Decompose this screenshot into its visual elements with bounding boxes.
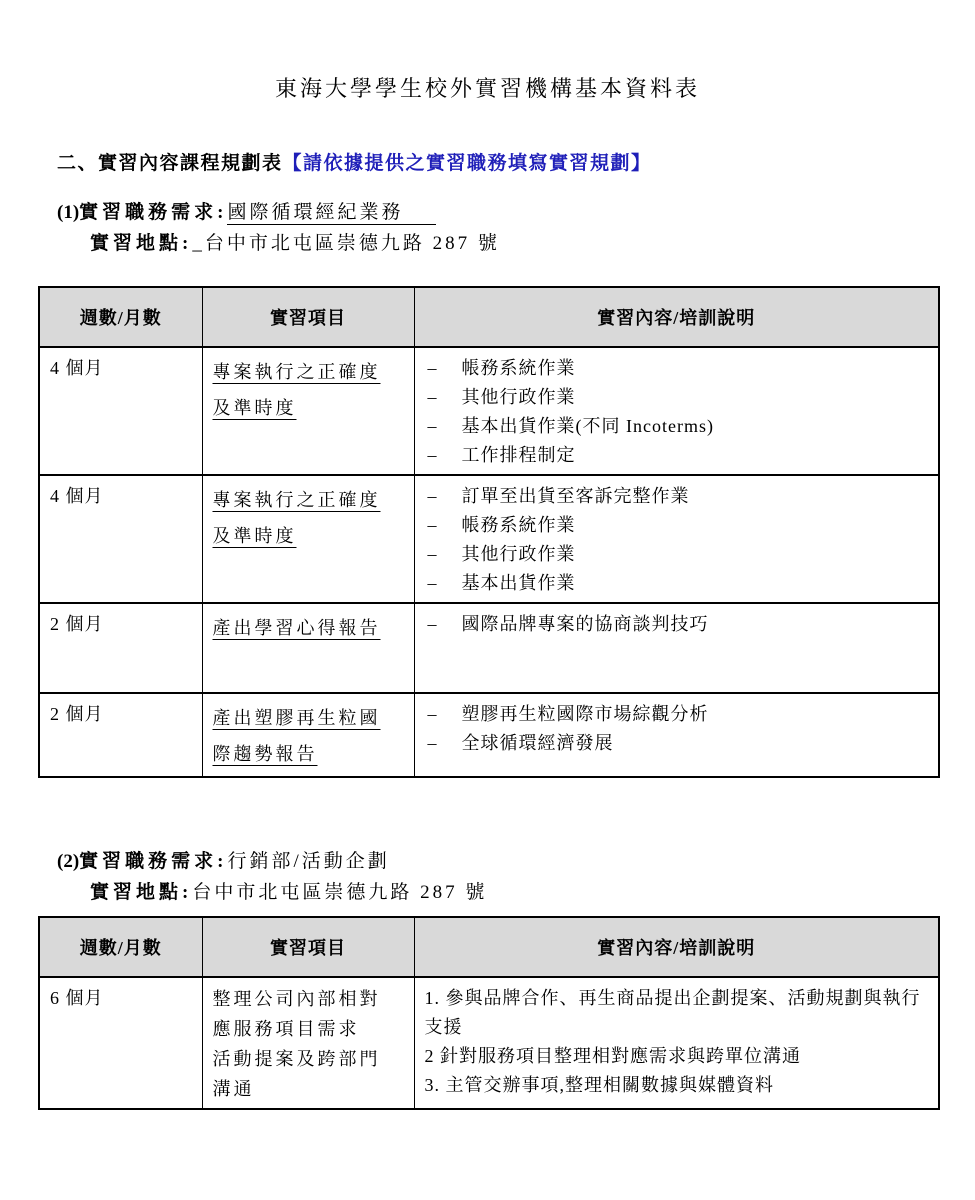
detail-item: – 基本出貨作業 xyxy=(425,569,925,598)
internship-plan-table-2 xyxy=(38,916,940,1110)
job-requirement-value: 國際循環經紀業務 xyxy=(227,202,435,225)
section-index: (1) xyxy=(57,202,80,223)
internship-item-cell xyxy=(202,693,414,777)
dash-bullet: – xyxy=(427,544,438,564)
table-header-row xyxy=(39,287,939,347)
detail-item: 2 針對服務項目整理相對應需求與跨單位溝通 xyxy=(424,1046,801,1066)
training-description-cell xyxy=(414,603,939,693)
detail-item: – 基本出貨作業(不同 Incoterms) xyxy=(425,412,925,441)
training-description-cell xyxy=(414,977,939,1109)
detail-item: 3. 主管交辦事項,整理相關數據與媒體資料 xyxy=(424,1075,774,1095)
dash-bullet: – xyxy=(427,358,438,378)
dash-bullet: – xyxy=(427,614,438,634)
dash-bullet: – xyxy=(427,445,438,465)
section-heading-text: 二、實習內容課程規劃表 xyxy=(57,153,283,174)
header-item: 實習項目 xyxy=(202,287,414,347)
section-note: 【請依據提供之實習職務填寫實習規劃】 xyxy=(282,153,652,174)
internship-item-cell xyxy=(202,977,414,1109)
internship-item: 產出學習心得報告 xyxy=(212,618,381,638)
dash-bullet: – xyxy=(427,387,438,407)
training-description-cell xyxy=(414,475,939,603)
training-description-cell xyxy=(414,693,939,777)
internship-item-cell xyxy=(202,347,414,475)
header-description: 實習內容/培訓說明 xyxy=(414,917,939,977)
internship-item: 專案執行之正確度及準時度 xyxy=(212,362,381,418)
table-header-row xyxy=(39,917,939,977)
dash-bullet: – xyxy=(427,416,438,436)
dash-bullet: – xyxy=(427,733,438,753)
section-heading xyxy=(57,150,975,177)
internship-item: 活動提案及跨部門溝通 xyxy=(212,1049,381,1099)
job-requirement-label: 實習職務需求: xyxy=(79,851,228,872)
dash-bullet: – xyxy=(427,515,438,535)
duration-cell: 6 個月 xyxy=(39,977,202,1109)
detail-item: – 帳務系統作業 xyxy=(425,354,925,383)
internship-item: 整理公司內部相對應服務項目需求 xyxy=(212,989,381,1039)
detail-item: – 訂單至出貨至客訴完整作業 xyxy=(425,482,925,511)
table-row xyxy=(39,347,939,475)
location-label: 實習地點: xyxy=(90,882,193,903)
internship-item-cell xyxy=(202,603,414,693)
duration-cell: 2 個月 xyxy=(39,603,202,693)
detail-item: – 帳務系統作業 xyxy=(425,511,925,540)
duration-cell: 4 個月 xyxy=(39,475,202,603)
page-title: 東海大學學生校外實習機構基本資料表 xyxy=(274,76,700,101)
section-index: (2) xyxy=(57,851,80,872)
location-value: _台中市北屯區崇德九路 287 號 xyxy=(192,233,500,254)
table-row xyxy=(39,475,939,603)
location-value: 台中市北屯區崇德九路 287 號 xyxy=(192,882,488,903)
job-requirement-line xyxy=(57,848,975,876)
internship-item: 產出塑膠再生粒國際趨勢報告 xyxy=(212,708,381,764)
dash-bullet: – xyxy=(427,704,438,724)
detail-item: – 全球循環經濟發展 xyxy=(425,729,925,758)
table-row xyxy=(39,693,939,777)
location-label: 實習地點: xyxy=(90,233,193,254)
job-requirement-line xyxy=(57,199,975,227)
detail-item: – 塑膠再生粒國際市場綜觀分析 xyxy=(425,700,925,729)
detail-item: – 其他行政作業 xyxy=(425,383,925,412)
dash-bullet: – xyxy=(427,486,438,506)
section-2 xyxy=(0,848,975,1110)
table-row xyxy=(39,977,939,1109)
section-1 xyxy=(0,199,975,778)
detail-item: – 其他行政作業 xyxy=(425,540,925,569)
duration-cell: 4 個月 xyxy=(39,347,202,475)
detail-item: – 工作排程制定 xyxy=(425,441,925,470)
internship-item: 專案執行之正確度及準時度 xyxy=(212,490,381,546)
header-duration: 週數/月數 xyxy=(39,917,202,977)
internship-item-cell xyxy=(202,475,414,603)
training-description-cell xyxy=(414,347,939,475)
header-duration: 週數/月數 xyxy=(39,287,202,347)
header-description: 實習內容/培訓說明 xyxy=(414,287,939,347)
job-requirement-value: 行銷部/活動企劃 xyxy=(227,851,390,872)
detail-item: 1. 參與品牌合作、再生商品提出企劃提案、活動規劃與執行支援 xyxy=(424,988,921,1037)
table-row xyxy=(39,603,939,693)
header-item: 實習項目 xyxy=(202,917,414,977)
dash-bullet: – xyxy=(427,573,438,593)
internship-plan-table-1 xyxy=(38,286,940,778)
location-line xyxy=(90,879,975,907)
duration-cell: 2 個月 xyxy=(39,693,202,777)
location-line xyxy=(90,230,975,258)
job-requirement-label: 實習職務需求: xyxy=(79,202,228,223)
detail-item: – 國際品牌專案的協商談判技巧 xyxy=(425,610,925,639)
